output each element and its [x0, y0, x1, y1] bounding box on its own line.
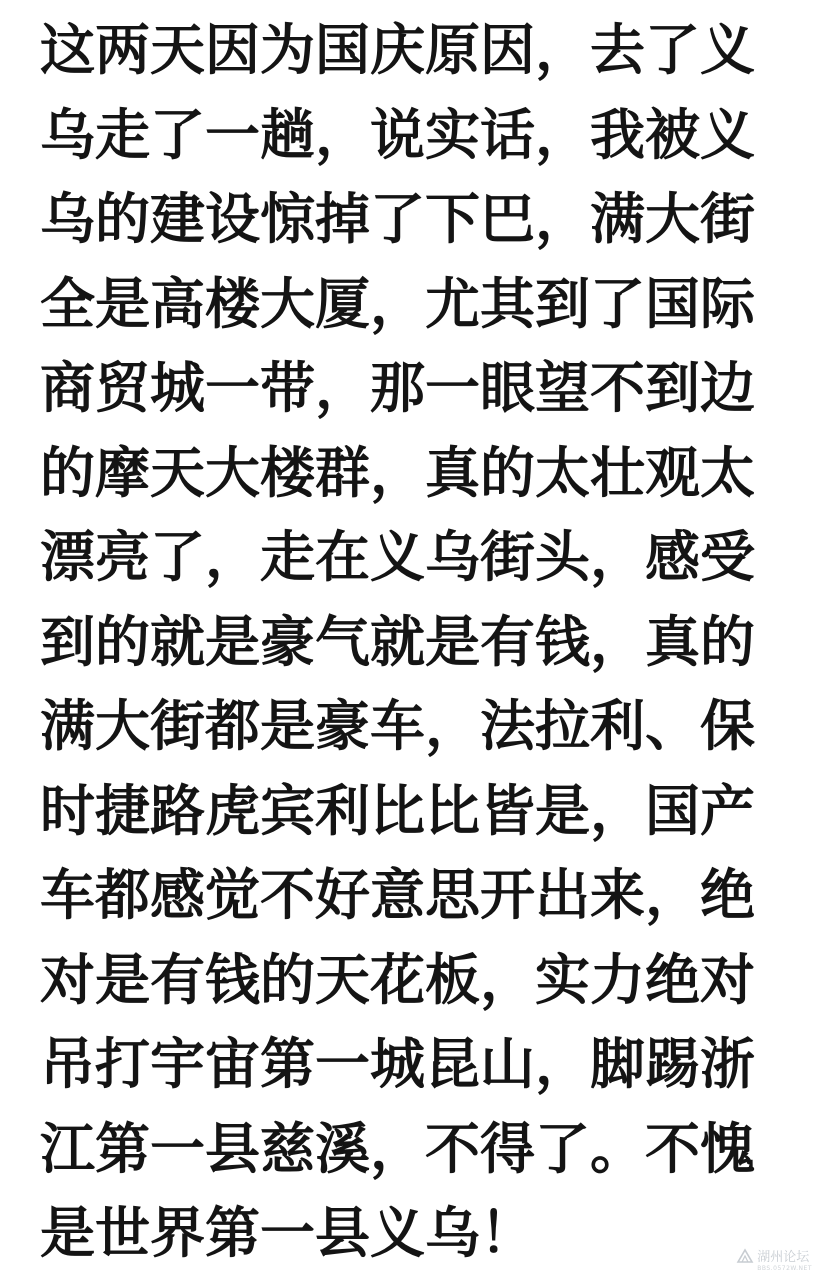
article-line: 吊打宇宙第一城昆山，脚踢浙: [40, 1032, 756, 1096]
article-line: 是世界第一县义乌！: [40, 1201, 536, 1265]
article-line: 全是高楼大厦，尤其到了国际: [40, 271, 756, 336]
article-line: 漂亮了，走在义乌街头，感受: [40, 525, 756, 589]
watermark-name: 湖州论坛: [757, 1250, 810, 1265]
watermark-url: BBS.0572W.NET: [757, 1265, 812, 1272]
article-line: 对是有钱的天花板，实力绝对: [40, 947, 756, 1012]
article-line: 车都感觉不好意思开出来，绝: [40, 863, 756, 927]
article-text: [40, 8, 780, 1276]
article-line: 乌的建设惊掉了下巴，满大街: [40, 187, 756, 251]
article-line: 这两天因为国庆原因，去了义: [40, 18, 756, 82]
article-line: 时捷路虎宾利比比皆是，国产: [40, 778, 756, 843]
watermark: [736, 1246, 812, 1272]
article-line: 江第一县慈溪，不得了。不愧: [40, 1116, 756, 1181]
article-line: 商贸城一带，那一眼望不到边: [40, 356, 756, 420]
forum-logo-icon: [736, 1247, 754, 1265]
article-line: 乌走了一趟，说实话，我被义: [40, 102, 756, 167]
article-line: 满大街都是豪车，法拉利、保: [40, 694, 756, 758]
article-line: 的摩天大楼群，真的太壮观太: [40, 440, 756, 505]
article-line: 到的就是豪气就是有钱，真的: [40, 609, 756, 674]
watermark-row: [736, 1246, 809, 1265]
